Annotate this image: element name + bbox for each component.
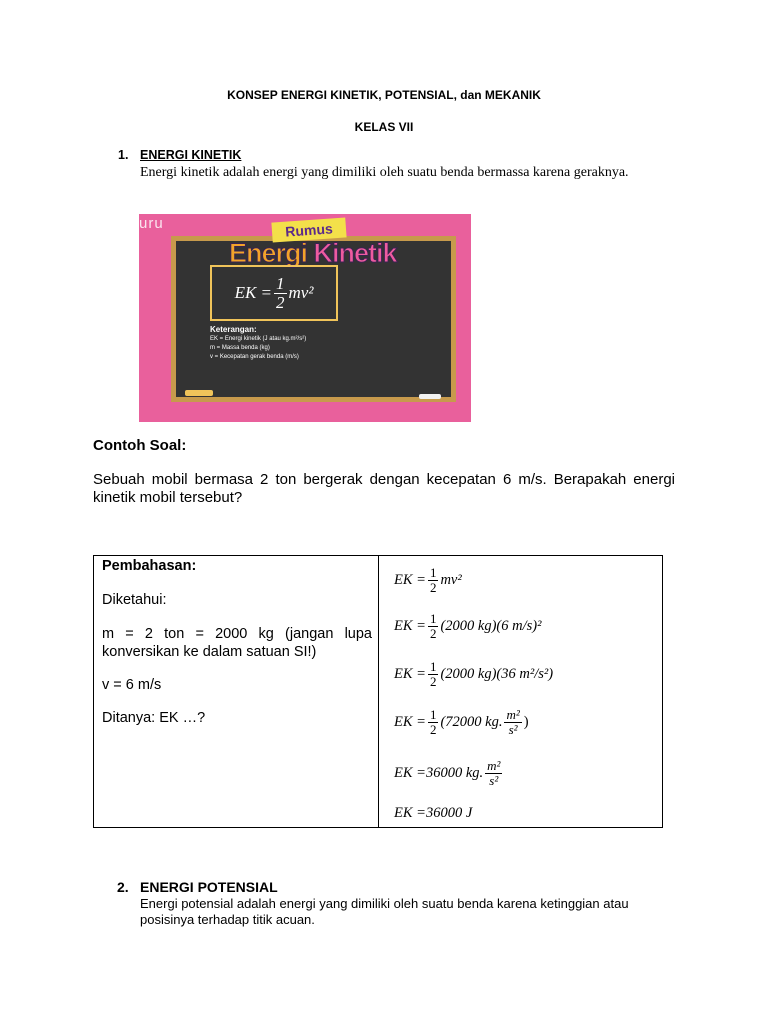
eq1-lhs: EK = <box>394 571 426 588</box>
eq1-half: $\frac{1}{2}$ <box>429 565 437 595</box>
eq4-lhs: EK = <box>394 713 426 730</box>
example-heading: Contoh Soal: <box>93 437 187 454</box>
equation-2 <box>394 612 541 640</box>
poster-legend-ek: EK = Energi kinetik (J atau kg.m²/s²) <box>210 336 307 342</box>
poster-title-a: Energi <box>229 238 314 268</box>
equation-3 <box>394 660 553 688</box>
eq4-pre: (72000 kg. <box>440 713 503 730</box>
given-mass: m = 2 ton = 2000 kg (jangan lupa konversikan ke dalam satuan SI!) <box>102 626 372 660</box>
section1-number: 1. <box>118 148 129 162</box>
eq1-rhs: mv² <box>440 571 462 588</box>
eq5-lhs: EK = <box>394 764 426 781</box>
eq3-lhs: EK = <box>394 665 426 682</box>
eq3-half: $\frac{1}{2}$ <box>429 659 437 689</box>
given-label: Diketahui: <box>102 592 167 608</box>
solution-heading: Pembahasan: <box>102 558 197 574</box>
poster-title-b: Kinetik <box>313 238 397 268</box>
eq4-unit-fraction: $\frac{\text{m²}}{\text{s²}}$ <box>506 707 520 737</box>
eq4-post: ) <box>523 713 529 730</box>
solution-given-cell <box>93 555 378 828</box>
section1-heading: ENERGI KINETIK <box>140 148 242 162</box>
eq6-rhs: 36000 J <box>425 805 473 821</box>
eq2-rhs: (2000 kg)(6 m/s)² <box>440 617 542 634</box>
given-velocity: v = 6 m/s <box>102 677 162 693</box>
kinetic-energy-formula-image <box>139 214 471 422</box>
chalk-eraser <box>185 390 213 396</box>
solution-table <box>93 555 663 828</box>
section1-text: Energi kinetik adalah energi yang dimiliki oleh suatu benda bermassa karena geraknya. <box>140 165 629 180</box>
equation-1 <box>394 566 462 594</box>
section2-number: 2. <box>117 879 129 895</box>
eq5-unit-fraction: $\frac{\text{m²}}{\text{s²}}$ <box>487 758 501 788</box>
poster-legend-v: v = Kecepatan gerak benda (m/s) <box>210 354 299 360</box>
poster-formula-den: 2 <box>276 292 285 312</box>
poster-formula-lhs: EK = <box>234 283 273 302</box>
poster-legend-m: m = Massa benda (kg) <box>210 345 270 351</box>
poster-formula <box>210 265 338 321</box>
equation-4 <box>394 708 529 736</box>
poster-formula-fraction <box>274 275 287 312</box>
section2-heading: ENERGI POTENSIAL <box>140 879 278 895</box>
eq3-rhs: (2000 kg)(36 m²/s²) <box>440 665 554 682</box>
chalk-stick <box>419 394 441 399</box>
document-subtitle: KELAS VII <box>354 120 414 134</box>
asked-label: Ditanya: EK …? <box>102 710 206 726</box>
solution-equations-cell <box>379 555 663 828</box>
eq2-lhs: EK = <box>394 617 426 634</box>
eq5-pre: 36000 kg. <box>425 764 484 781</box>
poster-legend <box>210 325 306 362</box>
equation-6 <box>394 805 472 822</box>
example-question: Sebuah mobil bermasa 2 ton bergerak dengan kecepatan 6 m/s. Berapakah energi kinetik mobil tersebut? <box>93 471 675 506</box>
equation-5 <box>394 759 504 787</box>
eq2-half: $\frac{1}{2}$ <box>429 611 437 641</box>
poster-legend-title: Keterangan: <box>210 325 257 334</box>
poster-brand: uru <box>139 215 164 232</box>
poster-tag: Rumus <box>271 217 346 242</box>
eq4-half: $\frac{1}{2}$ <box>429 707 437 737</box>
eq6-lhs: EK = <box>394 805 426 821</box>
poster-formula-rhs: mv² <box>288 283 314 302</box>
document-title: KONSEP ENERGI KINETIK, POTENSIAL, dan MEKANIK <box>227 88 541 102</box>
section2-text: Energi potensial adalah energi yang dimiliki oleh suatu benda karena ketinggian atau posisinya terhadap titik acuan. <box>140 896 629 927</box>
poster-formula-num: 1 <box>276 273 285 293</box>
